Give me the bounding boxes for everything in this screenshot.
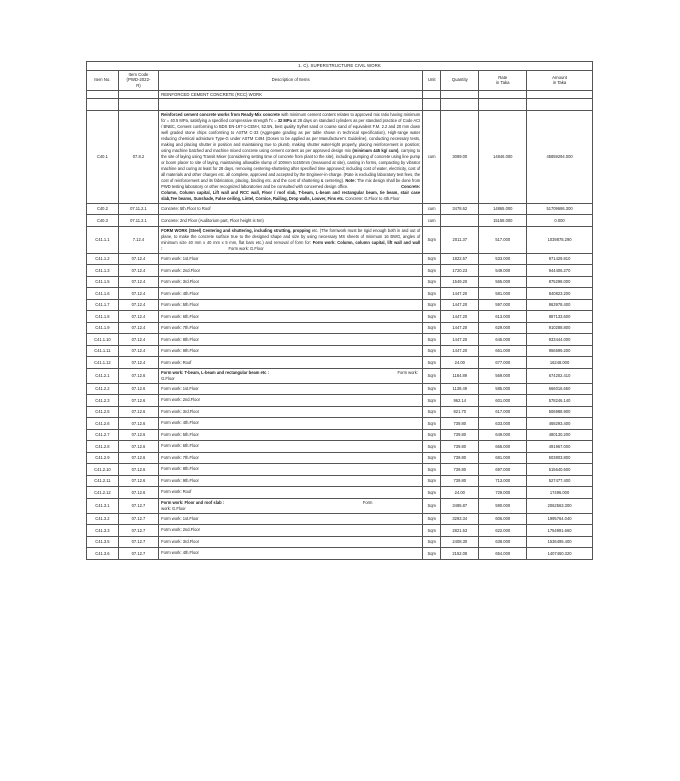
cell-amount: 971429.810: [527, 253, 593, 265]
cell-item-no: C41.2.2: [87, 383, 119, 395]
cell-item-code: 07.12.4: [118, 311, 158, 323]
cell-amount: 51709686.300: [527, 203, 593, 215]
cell-rate: 15158.000: [479, 215, 527, 227]
cell-item-code: 07.12.7: [118, 525, 158, 537]
cell-item-no: C40.2: [87, 203, 119, 215]
cell-amount: 1407460.320: [527, 548, 593, 560]
cell-item-code: 07.12.4: [118, 276, 158, 288]
cell-item-code: 07.12.6: [118, 406, 158, 418]
cell-rate: 638.000: [479, 536, 527, 548]
cell-amount: 506988.900: [527, 406, 593, 418]
cell-unit: Sqm: [423, 357, 441, 369]
cell-item-no: C41.3.2: [87, 513, 119, 525]
table-row: [87, 525, 593, 537]
cell-item-no: C41.1.10: [87, 334, 119, 346]
header-amount-line1: Amount: [552, 74, 567, 80]
cell-unit: cum: [423, 111, 441, 204]
cell-description: Concrete: 2nd Floor (Auditorium part, Floor height is 5m): [159, 215, 423, 227]
cell-rate: 677.000: [479, 357, 527, 369]
cell-item-code: 07.12.6: [118, 418, 158, 430]
cell-amount: 0.000: [527, 215, 593, 227]
table-row: [87, 536, 593, 548]
group-item-no: [87, 90, 119, 99]
cell-rate: 633.000: [479, 418, 527, 430]
cell-item-code: 07.12.6: [118, 464, 158, 476]
cell-item-no: C41.1.3: [87, 265, 119, 277]
cell-item-code: 07.12.4: [118, 265, 158, 277]
cell-item-code: 07.12.6: [118, 487, 158, 499]
table-row: [87, 406, 593, 418]
cell-amount: 515640.600: [527, 464, 593, 476]
header-item-no: Item No.: [87, 70, 119, 90]
cell-description: Form work: 9th.Floor: [159, 475, 423, 487]
cell-item-code: 07.8.2: [118, 111, 158, 204]
cell-description: Form work: Roof: [159, 487, 423, 499]
header-item-code-line1: Item Code: [128, 71, 149, 77]
table-row: [87, 265, 593, 277]
header-description: Description of Items: [159, 70, 423, 90]
cell-amount: 1039878.290: [527, 226, 593, 253]
cell-unit: Sqm: [423, 334, 441, 346]
cell-quantity: 1447.20: [441, 345, 479, 357]
spacer-row: [87, 99, 593, 111]
cell-rate: 14846.000: [479, 111, 527, 204]
cell-description: Form work: 5th.Floor: [159, 429, 423, 441]
table-row: [87, 322, 593, 334]
cell-description: Form work: 6th.Floor: [159, 311, 423, 323]
cell-item-code: 07.12.6: [118, 429, 158, 441]
spacer-cell-6: [479, 99, 527, 111]
cell-item-no: C41.1.7: [87, 299, 119, 311]
spacer-cell-1: [87, 99, 119, 111]
cell-rate: 645.000: [479, 334, 527, 346]
cell-amount: 491967.000: [527, 441, 593, 453]
table-row: [87, 429, 593, 441]
cell-unit: Sqm: [423, 311, 441, 323]
cell-item-no: C41.2.3: [87, 395, 119, 407]
group-heading-row: [87, 90, 593, 99]
table-row: [87, 288, 593, 300]
cell-amount: 578246.140: [527, 395, 593, 407]
cell-quantity: 24.00: [441, 487, 479, 499]
cell-unit: Sqm: [423, 441, 441, 453]
cell-rate: 590.000: [479, 498, 527, 513]
group-qty: [441, 90, 479, 99]
cell-quantity: 739.80: [441, 418, 479, 430]
cell-unit: Sqm: [423, 253, 441, 265]
header-amount-line2: in Taka: [552, 80, 567, 86]
cell-item-code: 7.12.4: [118, 226, 158, 253]
table-row: [87, 215, 593, 227]
cell-quantity: 3293.34: [441, 513, 479, 525]
spacer-cell-5: [441, 99, 479, 111]
cell-rate: 601.000: [479, 395, 527, 407]
cell-unit: Sqm: [423, 475, 441, 487]
cell-unit: Sqm: [423, 322, 441, 334]
table-row: [87, 111, 593, 204]
cell-description: Form work: 3rd.Floor: [159, 406, 423, 418]
cell-item-code: 07.12.7: [118, 536, 158, 548]
cell-amount: 1536495.400: [527, 536, 593, 548]
cell-description: Form work: 1st.Floor: [159, 513, 423, 525]
cell-unit: Sqm: [423, 536, 441, 548]
cell-quantity: 821.70: [441, 406, 479, 418]
table-row: [87, 334, 593, 346]
cell-amount: 674202.410: [527, 368, 593, 383]
cell-item-code: 07.12.4: [118, 253, 158, 265]
cell-unit: Sqm: [423, 226, 441, 253]
cell-item-code: 07.12.7: [118, 513, 158, 525]
spacer-cell-3: [159, 99, 423, 111]
cell-rate: 665.000: [479, 441, 527, 453]
cell-amount: 1754991.660: [527, 525, 593, 537]
cell-quantity: 739.80: [441, 452, 479, 464]
cell-amount: 16248.000: [527, 357, 593, 369]
cell-item-code: 07.11.2.1: [118, 203, 158, 215]
cell-item-no: C41.1.1: [87, 226, 119, 253]
cell-item-no: C41.1.5: [87, 276, 119, 288]
cell-description: Form work: Floor and roof slab : Form work: G.Floor: [159, 498, 423, 513]
cell-item-code: 07.12.4: [118, 322, 158, 334]
cell-amount: 840823.200: [527, 288, 593, 300]
cell-rate: 606.000: [479, 513, 527, 525]
cell-description: Form work: 2nd.Floor: [159, 395, 423, 407]
table-row: [87, 475, 593, 487]
cell-item-code: 07.11.2.1: [118, 215, 158, 227]
cell-unit: Sqm: [423, 383, 441, 395]
cell-quantity: 1822.57: [441, 253, 479, 265]
cell-rate: 697.000: [479, 464, 527, 476]
cell-item-code: 07.12.4: [118, 345, 158, 357]
table-row: [87, 452, 593, 464]
table-row: [87, 203, 593, 215]
cell-quantity: 3089.00: [441, 111, 479, 204]
cell-unit: Sqm: [423, 288, 441, 300]
cell-amount: 2062563.300: [527, 498, 593, 513]
cell-description: Form work: 8th.Floor: [159, 334, 423, 346]
cell-amount: 17496.000: [527, 487, 593, 499]
cell-quantity: 739.80: [441, 475, 479, 487]
cell-description: Form work: 8th.Floor: [159, 464, 423, 476]
cell-unit: Sqm: [423, 513, 441, 525]
header-unit: Unit: [423, 70, 441, 90]
cell-amount: 944406.270: [527, 265, 593, 277]
cell-amount: 863978.400: [527, 299, 593, 311]
cell-rate: 729.000: [479, 487, 527, 499]
cell-item-no: C41.2.10: [87, 464, 119, 476]
cell-item-no: C41.1.9: [87, 322, 119, 334]
table-row: [87, 368, 593, 383]
table-row: [87, 383, 593, 395]
table-row: [87, 357, 593, 369]
cell-item-code: 07.12.4: [118, 357, 158, 369]
cell-rate: 713.000: [479, 475, 527, 487]
header-rate-line1: Rate: [498, 74, 508, 80]
cell-amount: 956599.200: [527, 345, 593, 357]
cell-unit: Sqm: [423, 525, 441, 537]
header-rate: [479, 70, 527, 90]
cell-rate: 622.000: [479, 525, 527, 537]
cell-item-no: C41.1.6: [87, 288, 119, 300]
header-item-code-line2: (PWD-2022-: [126, 77, 151, 83]
cell-amount: 887133.600: [527, 311, 593, 323]
cell-quantity: 1447.20: [441, 322, 479, 334]
cell-item-no: C40.3: [87, 215, 119, 227]
cell-item-code: 07.12.6: [118, 452, 158, 464]
table-row: [87, 253, 593, 265]
cell-quantity: 1549.20: [441, 276, 479, 288]
cell-unit: Sqm: [423, 395, 441, 407]
cell-item-no: C40.1: [87, 111, 119, 204]
cell-amount: 468293.400: [527, 418, 593, 430]
cell-rate: 661.000: [479, 345, 527, 357]
cell-description: Form work: 4th.Floor: [159, 288, 423, 300]
cell-rate: 565.000: [479, 276, 527, 288]
cell-description: Form work: 2nd.Floor: [159, 525, 423, 537]
cell-item-no: C41.2.8: [87, 441, 119, 453]
cell-item-no: C41.2.6: [87, 418, 119, 430]
table-row: [87, 418, 593, 430]
spacer-cell-2: [118, 99, 158, 111]
cell-amount: 666016.650: [527, 383, 593, 395]
header-item-code-line3: R): [136, 82, 141, 88]
cell-quantity: 739.80: [441, 441, 479, 453]
cell-unit: Sqm: [423, 498, 441, 513]
cell-quantity: 2152.08: [441, 548, 479, 560]
table-title-row: [87, 62, 593, 71]
group-heading-rcc: REINFORCED CEMENT CONCRETE (RCC) WORK: [159, 90, 423, 99]
cell-description: Form work: 1st.Floor: [159, 383, 423, 395]
cell-item-no: C41.1.2: [87, 253, 119, 265]
cell-rate: 581.000: [479, 288, 527, 300]
cell-unit: Sqm: [423, 276, 441, 288]
table-row: [87, 464, 593, 476]
table-row: [87, 548, 593, 560]
cell-item-code: 07.12.4: [118, 299, 158, 311]
cell-item-no: C41.3.1: [87, 498, 119, 513]
bill-of-quantities-table: [86, 61, 593, 560]
cell-description: Form work: Roof: [159, 357, 423, 369]
cell-quantity: 2821.53: [441, 525, 479, 537]
cell-item-code: 07.12.7: [118, 548, 158, 560]
cell-quantity: 739.80: [441, 464, 479, 476]
cell-item-code: 07.12.7: [118, 498, 158, 513]
group-amount: [527, 90, 593, 99]
header-quantity: Quantity: [441, 70, 479, 90]
cell-quantity: 2408.30: [441, 536, 479, 548]
cell-quantity: 739.80: [441, 429, 479, 441]
cell-item-no: C41.2.12: [87, 487, 119, 499]
cell-item-no: C41.2.11: [87, 475, 119, 487]
cell-item-code: 07.12.6: [118, 368, 158, 383]
spacer-cell-7: [527, 99, 593, 111]
group-code: [118, 90, 158, 99]
table-row: [87, 299, 593, 311]
cell-rate: 681.000: [479, 452, 527, 464]
cell-unit: Sqm: [423, 464, 441, 476]
cell-quantity: 1184.89: [441, 368, 479, 383]
cell-unit: Sqm: [423, 265, 441, 277]
cell-description: Form work: 1st.Floor: [159, 253, 423, 265]
cell-quantity: 962.14: [441, 395, 479, 407]
cell-rate: 613.000: [479, 311, 527, 323]
cell-rate: 629.000: [479, 322, 527, 334]
cell-amount: 527477.400: [527, 475, 593, 487]
table-row: [87, 487, 593, 499]
cell-unit: Sqm: [423, 368, 441, 383]
cell-amount: 1995764.040: [527, 513, 593, 525]
cell-item-no: C41.1.12: [87, 357, 119, 369]
group-rate: [479, 90, 527, 99]
cell-rate: 649.000: [479, 429, 527, 441]
cell-description: Form work: 7th.Floor: [159, 322, 423, 334]
cell-description: Form work: 4th.Floor: [159, 548, 423, 560]
cell-item-code: 07.12.6: [118, 383, 158, 395]
cell-description: Form work: 9th.Floor: [159, 345, 423, 357]
cell-unit: Sqm: [423, 418, 441, 430]
cell-quantity: 1447.20: [441, 334, 479, 346]
cell-item-no: C41.3.6: [87, 548, 119, 560]
cell-description: Form work: 2nd.Floor: [159, 265, 423, 277]
table-row: [87, 441, 593, 453]
cell-item-no: C41.1.11: [87, 345, 119, 357]
cell-quantity: [441, 215, 479, 227]
cell-description: Form work: 4th.Floor: [159, 418, 423, 430]
cell-quantity: 3495.87: [441, 498, 479, 513]
cell-item-code: 07.12.6: [118, 441, 158, 453]
cell-item-no: C41.2.9: [87, 452, 119, 464]
section-title: 1. C). SUPERSTRUCTURE CIVIL WORK: [87, 62, 593, 71]
cell-amount: 910288.800: [527, 322, 593, 334]
cell-amount: 875298.000: [527, 276, 593, 288]
table-row: [87, 276, 593, 288]
table-row: [87, 498, 593, 513]
cell-amount: 480130.200: [527, 429, 593, 441]
cell-amount: 933444.000: [527, 334, 593, 346]
cell-item-code: 07.12.6: [118, 475, 158, 487]
cell-quantity: 1138.49: [441, 383, 479, 395]
cell-description: Concrete: 5th.Floor to Roof: [159, 203, 423, 215]
cell-unit: Sqm: [423, 299, 441, 311]
table-header-row: [87, 70, 593, 90]
cell-rate: 14865.000: [479, 203, 527, 215]
cell-item-no: C41.2.7: [87, 429, 119, 441]
cell-item-code: 07.12.4: [118, 288, 158, 300]
table-row: [87, 395, 593, 407]
cell-quantity: 24.00: [441, 357, 479, 369]
cell-description: FORM WORK (Steel) Centering and shuttering, including strutting, propping etc. (The formwork must be rigid enough both in and out of plane, to make the concrete surface true to the designed shape and size by using necessary MS sheets of minimum 16 BWG, angles of minimum size 40 mm x 40 mm x 5 mm, flat bars etc.) and removal of form for: Form work: Column, column capital, lift wall and wall : Form work: G.Floor: [159, 226, 423, 253]
cell-description: Form work: 7th.Floor: [159, 452, 423, 464]
boq-sheet: [86, 61, 593, 560]
cell-rate: 617.000: [479, 406, 527, 418]
cell-item-no: C41.2.5: [87, 406, 119, 418]
cell-quantity: 3478.62: [441, 203, 479, 215]
spacer-cell-4: [423, 99, 441, 111]
cell-unit: cum: [423, 215, 441, 227]
cell-item-no: C41.3.3: [87, 525, 119, 537]
cell-quantity: 1720.23: [441, 265, 479, 277]
cell-item-no: C41.3.5: [87, 536, 119, 548]
cell-unit: Sqm: [423, 548, 441, 560]
cell-description: Form work: T-beam, L-beam and rectangular beam etc : Form work: G.Floor: [159, 368, 423, 383]
cell-quantity: 1447.20: [441, 299, 479, 311]
cell-description: Form work: 5th.Floor: [159, 299, 423, 311]
cell-item-no: C41.1.8: [87, 311, 119, 323]
header-amount: [527, 70, 593, 90]
cell-description: Reinforced cement concrete works from Ready-Mix concrete with minimum cement content relates to approved mix ratio having minimum fcr = 40.5 MPa, satisfying a specified compressive strength f'c = 32 MPa at 28 days on standard cylinders as per standard practice of Code ACI / BNBC, Cement conforming to BDS EN-197-1-CEM-I, 52.5N, best quality Sylhet sand or coarse sand of equivalent F.M. 2.2 and 20 mm down well graded stone chips conforming to ASTM C-33 (Aggregate grading as per table shown in technical specification), High-range water reducing chemical admixture Type-G under ASTM C494 (Doses to be applied as per Manufacturer's Guideline), conducting necessary tests, making and placing shutter in position and maintaining true to plumb, making shutter water-tight properly, placing reinforcement in position; using machine batched and machine mixed concrete using cement content as per approved design mix (minimum 445 kg/ cum), carrying to the site of laying using Transit Mixer (considering setting time of concrete from plant to the site), including pumping of concrete using line pump or boom placer to site of laying, maintaining allowable slump of 100mm to150mm (measured at site), casting in forms, compacting by vibrator machine and curing at least for 28 days, removing centering-shuttering after specified time approved; including cost of water, electricity, cost of all materials and other charges etc. all complete, approved and accepted by the Engineer-in-charge. (Rate is excluding laboratory test fees, the cost of reinforcement and its fabrication, placing, binding etc. and the cost of shuttering & centering). Note: The mix design shall be done from PWD testing laboratory or other recognized laboratories and be consulted with concerned design office. Concrete: Column, Column capital, Lift wall and RCC wall, Floor / roof slab, T-beam, L-beam and rectangular beam, tie beam, stair case slab,Tee beams, Sunshade, False ceiling, Lintel, Cornice, Railing, Drop walls, Louver, Fins etc. Concrete: G.Floor to 4th.Floor: [159, 111, 423, 204]
cell-description: Form work: 3rd.Floor: [159, 276, 423, 288]
table-row: [87, 345, 593, 357]
table-row: [87, 226, 593, 253]
cell-amount: 45859294.000: [527, 111, 593, 204]
cell-description: Form work: 3rd.Floor: [159, 536, 423, 548]
group-unit: [423, 90, 441, 99]
table-body: [87, 111, 593, 559]
header-rate-line2: in Taka: [495, 80, 510, 86]
cell-quantity: 2011.37: [441, 226, 479, 253]
cell-rate: 654.000: [479, 548, 527, 560]
cell-rate: 517.000: [479, 226, 527, 253]
table-row: [87, 311, 593, 323]
cell-rate: 533.000: [479, 253, 527, 265]
cell-unit: Sqm: [423, 429, 441, 441]
cell-unit: Sqm: [423, 406, 441, 418]
cell-item-code: 07.12.6: [118, 395, 158, 407]
cell-unit: Sqm: [423, 345, 441, 357]
table-row: [87, 513, 593, 525]
cell-rate: 569.000: [479, 368, 527, 383]
cell-item-code: 07.12.4: [118, 334, 158, 346]
header-item-code: [118, 70, 158, 90]
cell-item-no: C41.2.1: [87, 368, 119, 383]
cell-unit: Sqm: [423, 487, 441, 499]
cell-unit: cum: [423, 203, 441, 215]
cell-rate: 597.000: [479, 299, 527, 311]
cell-quantity: 1447.20: [441, 288, 479, 300]
cell-description: Form work: 6th.Floor: [159, 441, 423, 453]
cell-unit: Sqm: [423, 452, 441, 464]
cell-rate: 585.000: [479, 383, 527, 395]
cell-amount: 503803.800: [527, 452, 593, 464]
cell-rate: 549.000: [479, 265, 527, 277]
cell-quantity: 1447.20: [441, 311, 479, 323]
